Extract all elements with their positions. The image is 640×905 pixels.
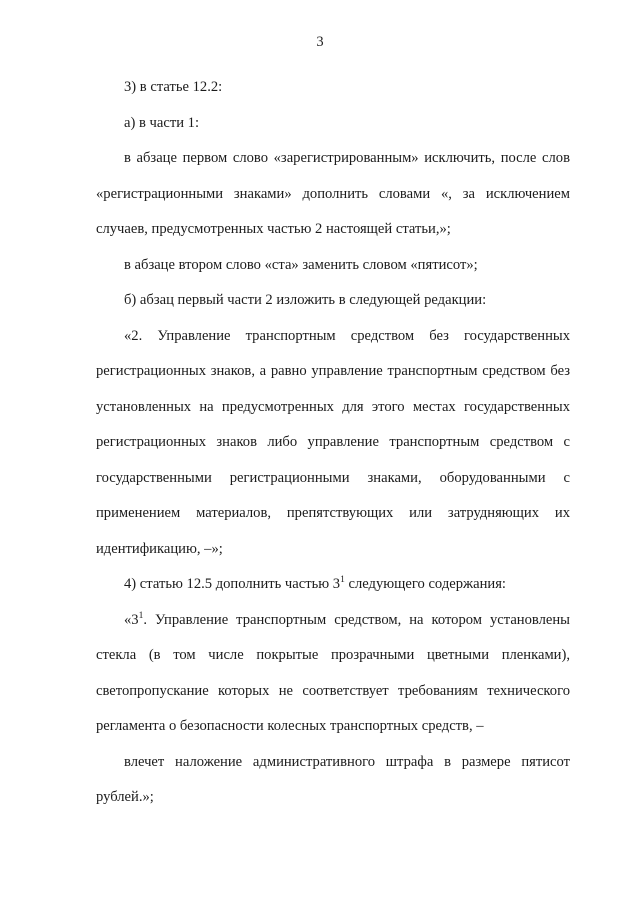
paragraph-5: б) абзац первый части 2 изложить в следующей редакции: — [124, 292, 487, 308]
paragraph-6: «2. Управление транспортным средством без государственных регистрационных знаков, а равно управление транспортным средством без установленных на предусмотренных для этого местах государственных регистрационных знаков либо управление транспортным средством с государственными регистрационными знаками, оборудованными с применением материалов, препятствующих или затрудняющих их идентификацию, –»; — [96, 327, 570, 557]
page-number: 3 — [316, 34, 324, 50]
paragraph-8-text-after: . Управление транспортным средством, на котором установлены стекла (в том числе покрытые прозрачными цветными пленками), светопропускание которых не соответствует требованиям технического регламента о безопасности колесных транспортных средств, – — [96, 611, 570, 734]
paragraph-3: в абзаце первом слово «зарегистрированным» исключить, после слов «регистрационными знаками» дополнить словами «, за исключением случаев, предусмотренных частью 2 настоящей статьи,»; — [96, 150, 570, 237]
paragraph-8-text-before: «3 — [124, 611, 139, 628]
paragraph-8-superscript: 1 — [138, 610, 144, 621]
paragraph-7-superscript: 1 — [340, 575, 345, 586]
paragraph-8 — [96, 603, 570, 745]
paragraph-9: влечет наложение административного штрафа в размере пятисот рублей.»; — [96, 753, 570, 805]
paragraph-7-text-before: 4) статью 12.5 дополнить частью 3 — [124, 576, 341, 592]
paragraph-4: в абзаце втором слово «ста» заменить словом «пятисот»; — [124, 256, 478, 273]
paragraph-1: 3) в статье 12.2: — [124, 79, 223, 95]
paragraph-2: а) в части 1: — [124, 114, 200, 131]
paragraph-7-text-after: следующего содержания: — [344, 576, 506, 592]
paragraph-7 — [96, 567, 570, 603]
document-body — [96, 70, 570, 816]
